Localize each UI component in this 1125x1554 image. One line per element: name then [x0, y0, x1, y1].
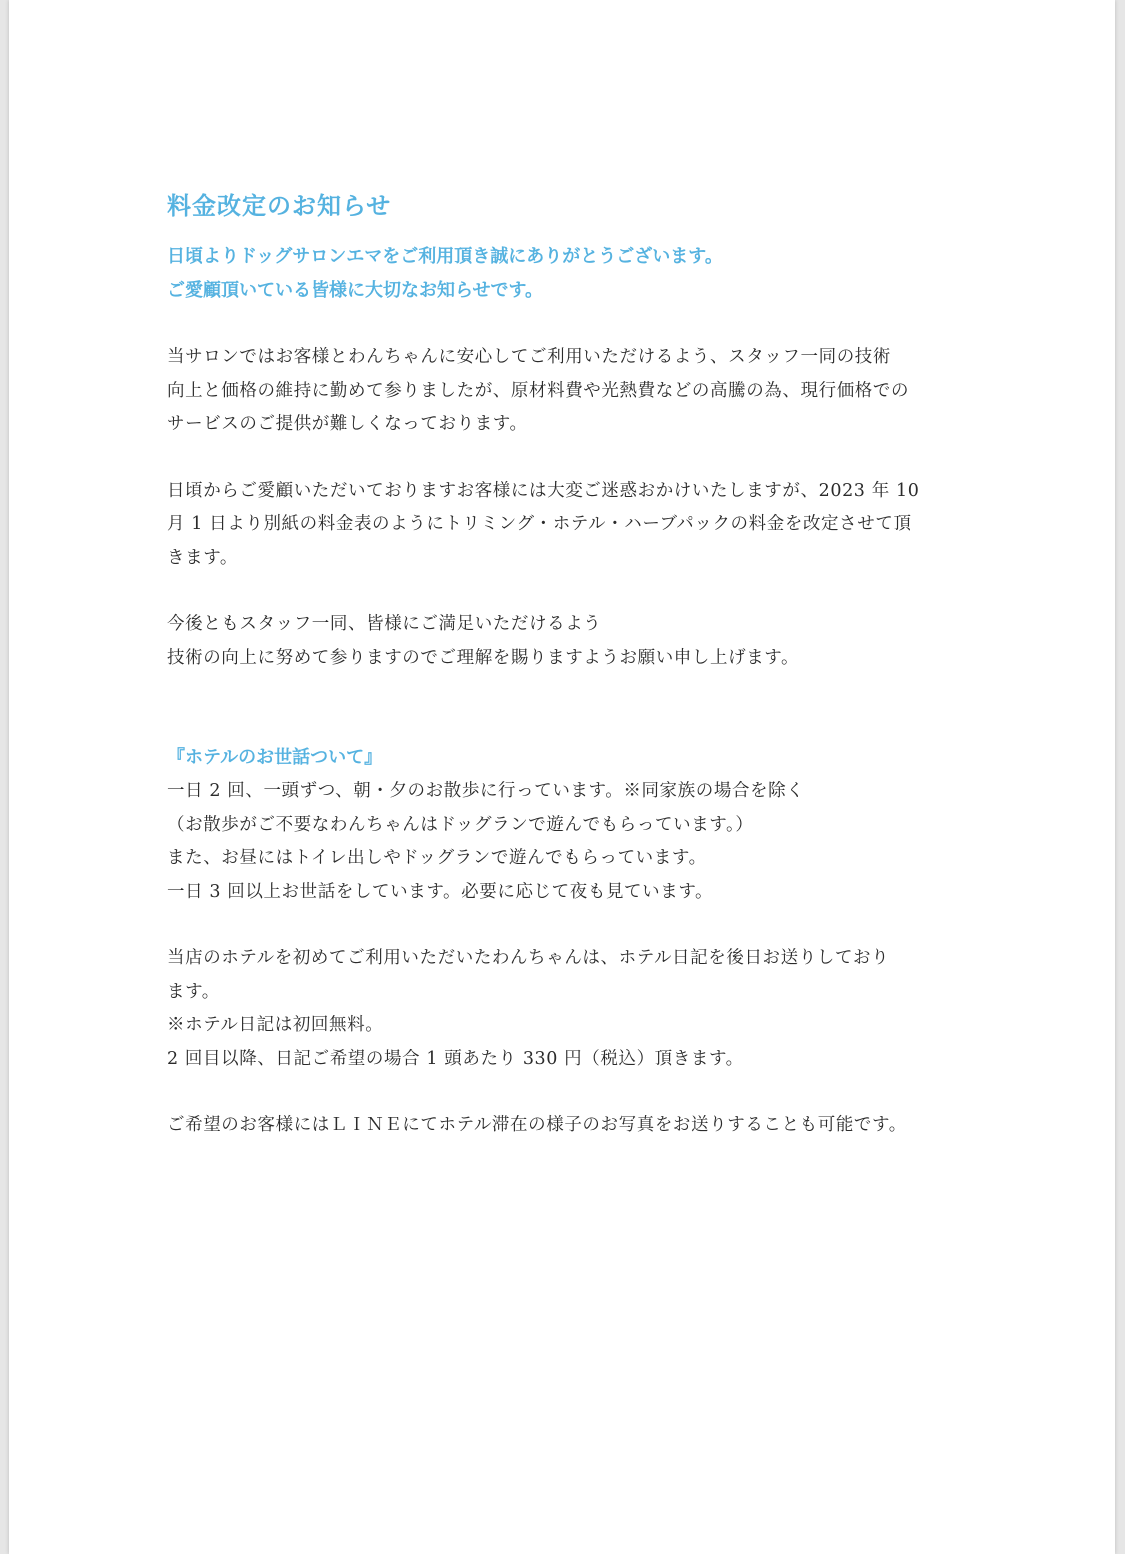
- paragraph-line: 当サロンではお客様とわんちゃんに安心してご利用いただけるよう、スタッフ一同の技術: [167, 347, 891, 367]
- lead-text: [167, 240, 967, 308]
- lead-line: ご愛顧頂いている皆様に大切なお知らせです。: [167, 280, 544, 301]
- paragraph-line: 一日 3 回以上お世話をしています。必要に応じて夜も見ています。: [167, 881, 714, 902]
- paragraph-line: また、お昼にはトイレ出しやドッグランで遊んでもらっています。: [167, 848, 707, 868]
- paragraph-line: 一日 2 回、一頭ずつ、朝・夕のお散歩に行っています。※同家族の場合を除く: [167, 781, 805, 801]
- page-title: 料金改定のお知らせ: [167, 191, 392, 220]
- paragraph-line: 向上と価格の維持に勤めて参りましたが、原材料費や光熱費などの高騰の為、現行価格での: [167, 380, 910, 401]
- document-page: [9, 0, 1115, 1554]
- paragraph-price-change: [167, 475, 967, 576]
- paragraph-closing: [167, 608, 967, 675]
- paragraph-line: 日頃からご愛顧いただいておりますお客様には大変ご迷惑おかけいたしますが、2023 年 10: [167, 480, 920, 501]
- paragraph-line: 技術の向上に努めて参りますのでご理解を賜りますようお願い申し上げます。: [167, 647, 800, 668]
- lead-line: 日頃よりドッグサロンエマをご利用頂き誠にありがとうございます。: [167, 246, 723, 267]
- paragraph-line: （お散歩がご不要なわんちゃんはドッグランで遊んでもらっています。）: [167, 814, 754, 835]
- paragraph-line: ます。: [167, 981, 220, 1002]
- paragraph-line: サービスのご提供が難しくなっております。: [167, 414, 528, 434]
- paragraph-hotel-diary: [167, 942, 967, 1076]
- paragraph-line: 当店のホテルを初めてご利用いただいたわんちゃんは、ホテル日記を後日お送りしており: [167, 948, 890, 968]
- paragraph-line: ※ホテル日記は初回無料。: [167, 1015, 384, 1035]
- paragraph-line: 今後ともスタッフ一同、皆様にご満足いただけるよう: [167, 614, 602, 634]
- paragraph-hotel-care: [167, 775, 967, 909]
- paragraph-hotel-line-photos: [167, 1109, 967, 1143]
- paragraph-service: [167, 341, 967, 442]
- paragraph-line: 月 1 日より別紙の料金表のようにトリミング・ホテル・ハーブパックの料金を改定させて頂: [167, 514, 912, 534]
- hotel-section-title: 『ホテルのお世話ついて』: [167, 747, 383, 768]
- paragraph-line: ご希望のお客様にはＬＩＮＥにてホテル滞在の様子のお写真をお送りすることも可能です。: [167, 1115, 907, 1135]
- paragraph-line: きます。: [167, 547, 238, 568]
- paragraph-line: 2 回目以降、日記ご希望の場合 1 頭あたり 330 円（税込）頂きます。: [167, 1048, 744, 1069]
- document-content: [167, 190, 967, 1143]
